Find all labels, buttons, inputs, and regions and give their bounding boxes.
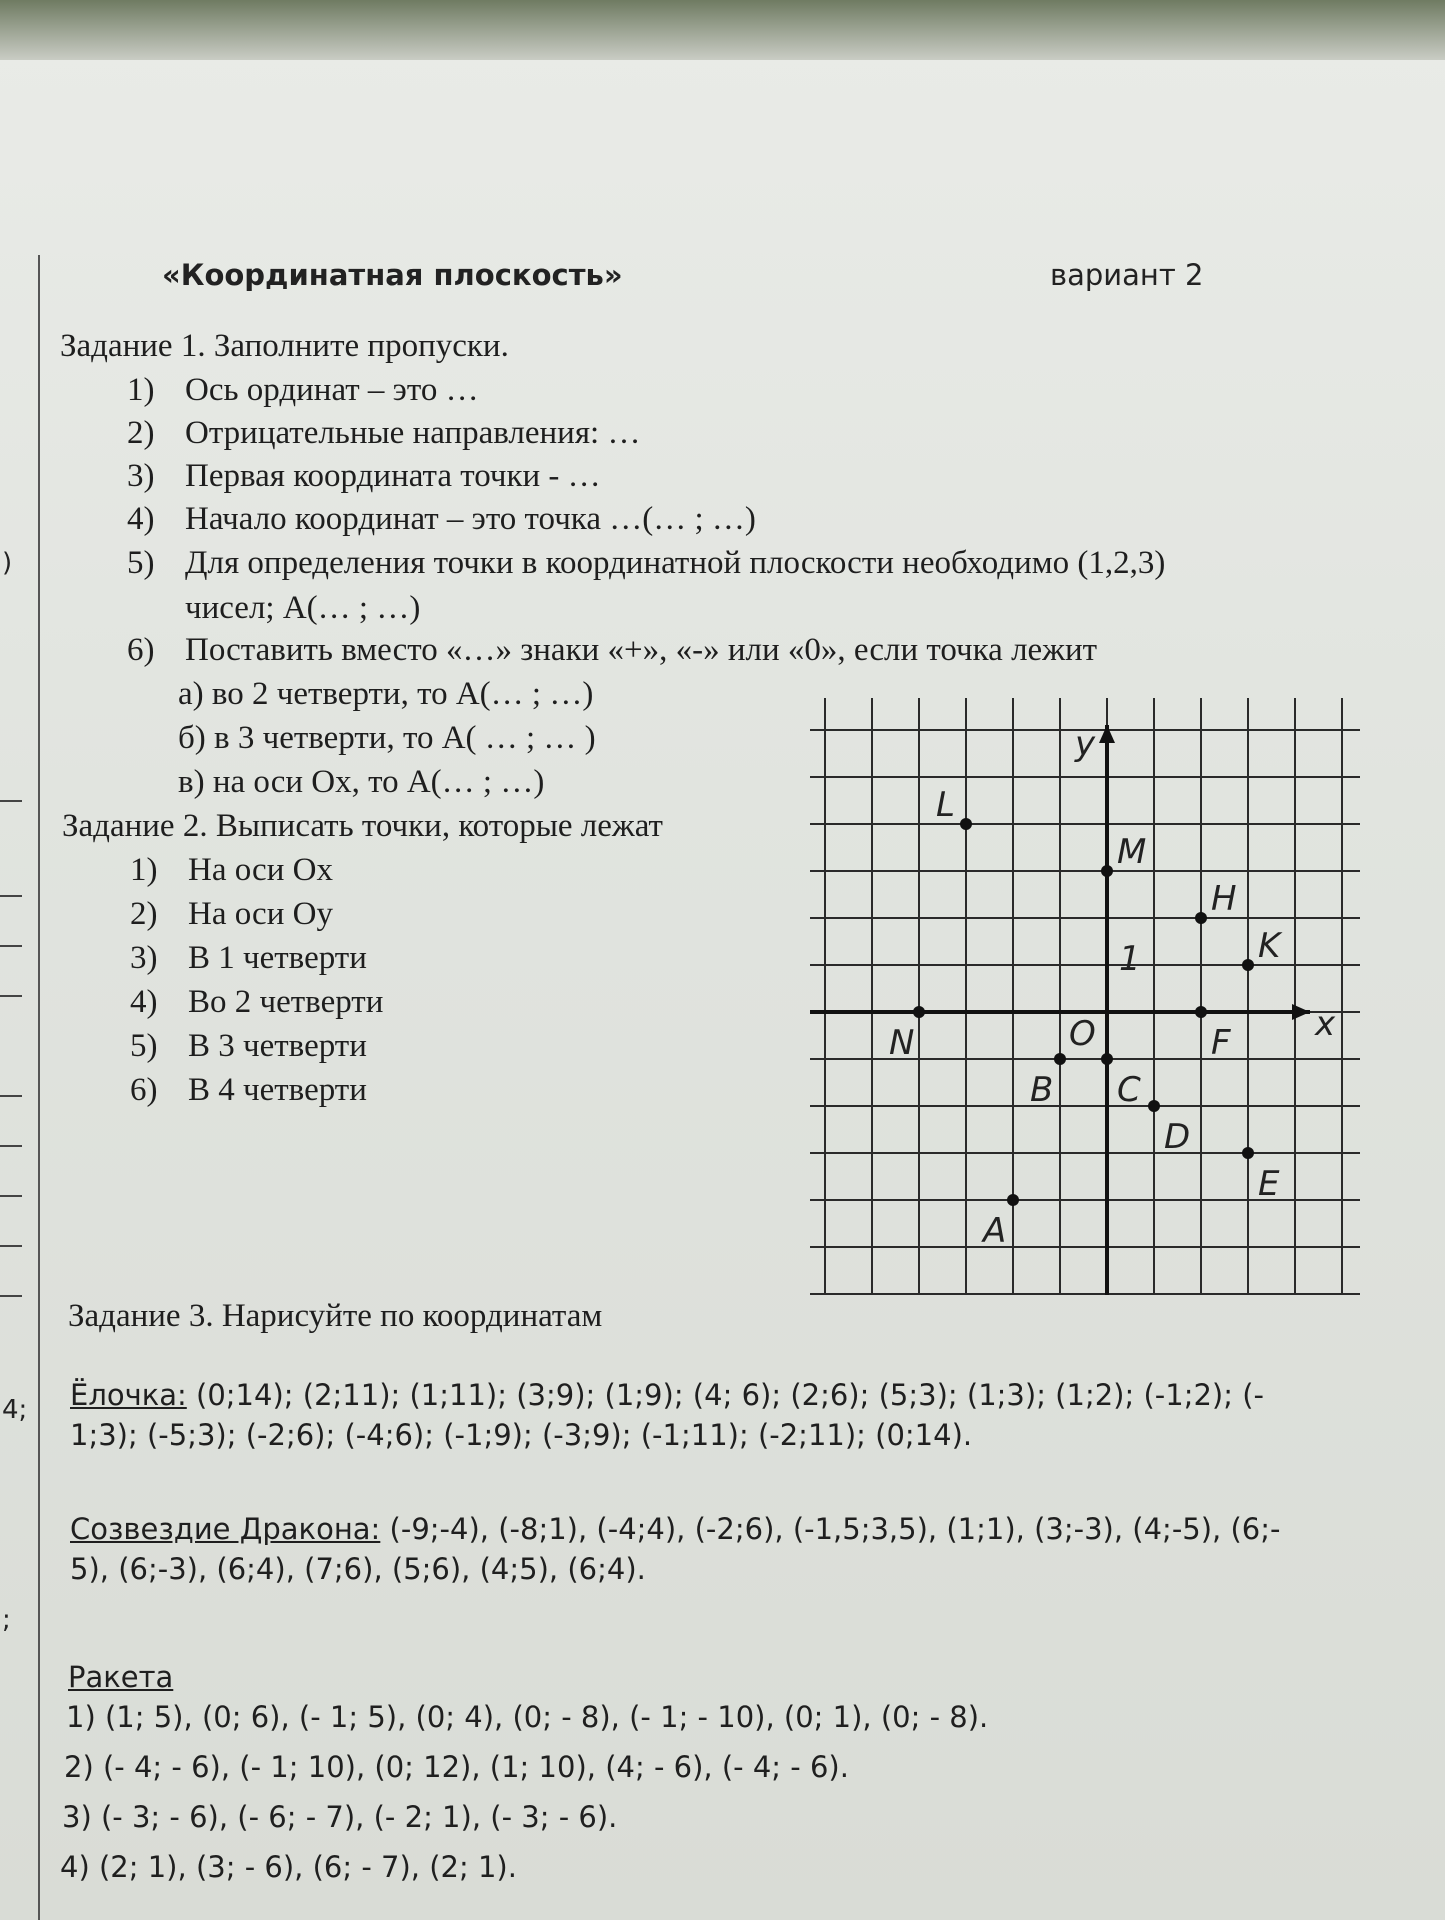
coordinate-grid [810,690,1360,1300]
task1-item [127,415,640,452]
point-label-b: B [1030,1070,1054,1110]
task2-item [130,896,333,933]
item-number: 1) [127,372,155,408]
task1-subitem: а) во 2 четверти, то А(… ; …) [178,676,594,712]
point-label-a: A [983,1211,1007,1251]
margin-line [38,255,40,1920]
tree-line1 [70,1378,1264,1412]
margin-four: 4; [2,1395,28,1425]
item-text: В 4 четверти [188,1072,367,1108]
dragon-coords-1: (-9;-4), (-8;1), (-4;4), (-2;6), (-1,5;3,5), (1;1), (3;-3), (4;-5), (6;- [380,1512,1281,1546]
task2-item [130,1072,367,1109]
point-label-l: L [936,785,955,825]
origin-label: O [1069,1014,1096,1054]
item-text: В 1 четверти [188,940,367,976]
rocket-line: 1) (1; 5), (0; 6), (- 1; 5), (0; 4), (0; - 8), (- 1; - 10), (0; 1), (0; - 8). [66,1700,989,1734]
point-k [1242,959,1254,971]
y-axis-arrow [1099,725,1115,743]
item-text: Поставить вместо «…» знаки «+», «-» или «0», если точка лежит [185,632,1098,668]
item-number: 5) [130,1028,158,1064]
unit-label: 1 [1119,939,1141,979]
point-label-h: H [1211,879,1237,919]
item-text: Первая координата точки - … [185,458,601,494]
point-label-m: M [1117,832,1147,872]
item-number: 4) [130,984,158,1020]
point-label-e: E [1258,1164,1280,1204]
point-label-c: C [1117,1070,1141,1110]
task2-item [130,984,383,1021]
dragon-label: Созвездие Дракона: [70,1512,381,1546]
point-a [1007,1194,1019,1206]
point-l [960,818,972,830]
task1-subitem: в) на оси Ох, то А(… ; …) [178,764,545,800]
edge-mark [0,995,22,997]
edge-mark [0,1145,22,1147]
point-n [913,1006,925,1018]
item-number: 2) [130,896,158,932]
item-number: 3) [127,458,155,494]
rocket-label: Ракета [68,1660,174,1694]
item-text: На оси Ох [188,852,333,888]
edge-mark [0,800,22,802]
point-h [1195,912,1207,924]
point-d [1148,1100,1160,1112]
task1-item [127,458,601,495]
item-number: 3) [130,940,158,976]
point-label-d: D [1164,1117,1191,1157]
task1-item [127,632,1097,669]
margin-semicolon: ; [2,1605,11,1635]
item-text: Во 2 четверти [188,984,384,1020]
item-text: В 3 четверти [188,1028,367,1064]
item-number: 5) [127,545,155,581]
item-number: 6) [130,1072,158,1108]
point-m [1101,865,1113,877]
task1-item [127,372,479,409]
task1-item [127,501,756,538]
tree-label: Ёлочка: [70,1378,187,1412]
rocket-line: 2) (- 4; - 6), (- 1; 10), (0; 12), (1; 10), (4; - 6), (- 4; - 6). [64,1750,849,1784]
rocket-line: 3) (- 3; - 6), (- 6; - 7), (- 2; 1), (- 3; - 6). [62,1800,618,1834]
point-b [1054,1053,1066,1065]
point-e [1242,1147,1254,1159]
y-axis-label: y [1075,724,1096,764]
dragon-line2: 5), (6;-3), (6;4), (7;6), (5;6), (4;5), (6;4). [70,1552,646,1586]
rocket-line: 4) (2; 1), (3; - 6), (6; - 7), (2; 1). [60,1850,517,1884]
task2-item [130,940,367,977]
edge-mark [0,895,22,897]
task2-heading: Задание 2. Выписать точки, которые лежат [62,808,663,844]
variant-label: вариант 2 [1050,258,1204,292]
task1-item-continuation [127,590,420,627]
task3-heading: Задание 3. Нарисуйте по координатам [68,1298,603,1334]
edge-mark [0,945,22,947]
task2-item [130,1028,367,1065]
margin-paren: ) [2,548,13,578]
edge-mark [0,1295,22,1297]
background-top [0,0,1445,60]
item-number: 4) [127,501,155,537]
x-axis-arrow [1292,1004,1310,1020]
worksheet-title: «Координатная плоскость» [162,258,623,292]
item-text: Для определения точки в координатной плоскости необходимо (1,2,3) [185,545,1166,581]
tree-line2: 1;3); (-5;3); (-2;6); (-4;6); (-1;9); (-3;9); (-1;11); (-2;11); (0;14). [70,1418,973,1452]
point-c [1101,1053,1113,1065]
edge-mark [0,1245,22,1247]
point-label-n: N [889,1023,915,1063]
x-axis-label: x [1315,1004,1336,1044]
tree-coords-1: (0;14); (2;11); (1;11); (3;9); (1;9); (4; 6); (2;6); (5;3); (1;3); (1;2); (-1;2); (- [186,1378,1265,1412]
dragon-line1 [70,1512,1281,1546]
edge-mark [0,1095,22,1097]
point-f [1195,1006,1207,1018]
grid-svg [810,690,1360,1300]
item-number: 2) [127,415,155,451]
item-number: 6) [127,632,155,668]
edge-mark [0,1195,22,1197]
task1-heading: Задание 1. Заполните пропуски. [60,328,509,364]
item-text: На оси Оу [188,896,333,932]
task2-item [130,852,333,889]
item-number: 1) [130,852,158,888]
point-label-k: K [1258,926,1281,966]
item-text: Начало координат – это точка …(… ; …) [185,501,756,537]
task1-item [127,545,1165,582]
task1-subitem: б) в 3 четверти, то А( … ; … ) [178,720,596,756]
point-label-f: F [1211,1023,1231,1063]
item-text: чисел; А(… ; …) [185,590,421,626]
item-text: Отрицательные направления: … [185,415,641,451]
item-text: Ось ординат – это … [185,372,479,408]
